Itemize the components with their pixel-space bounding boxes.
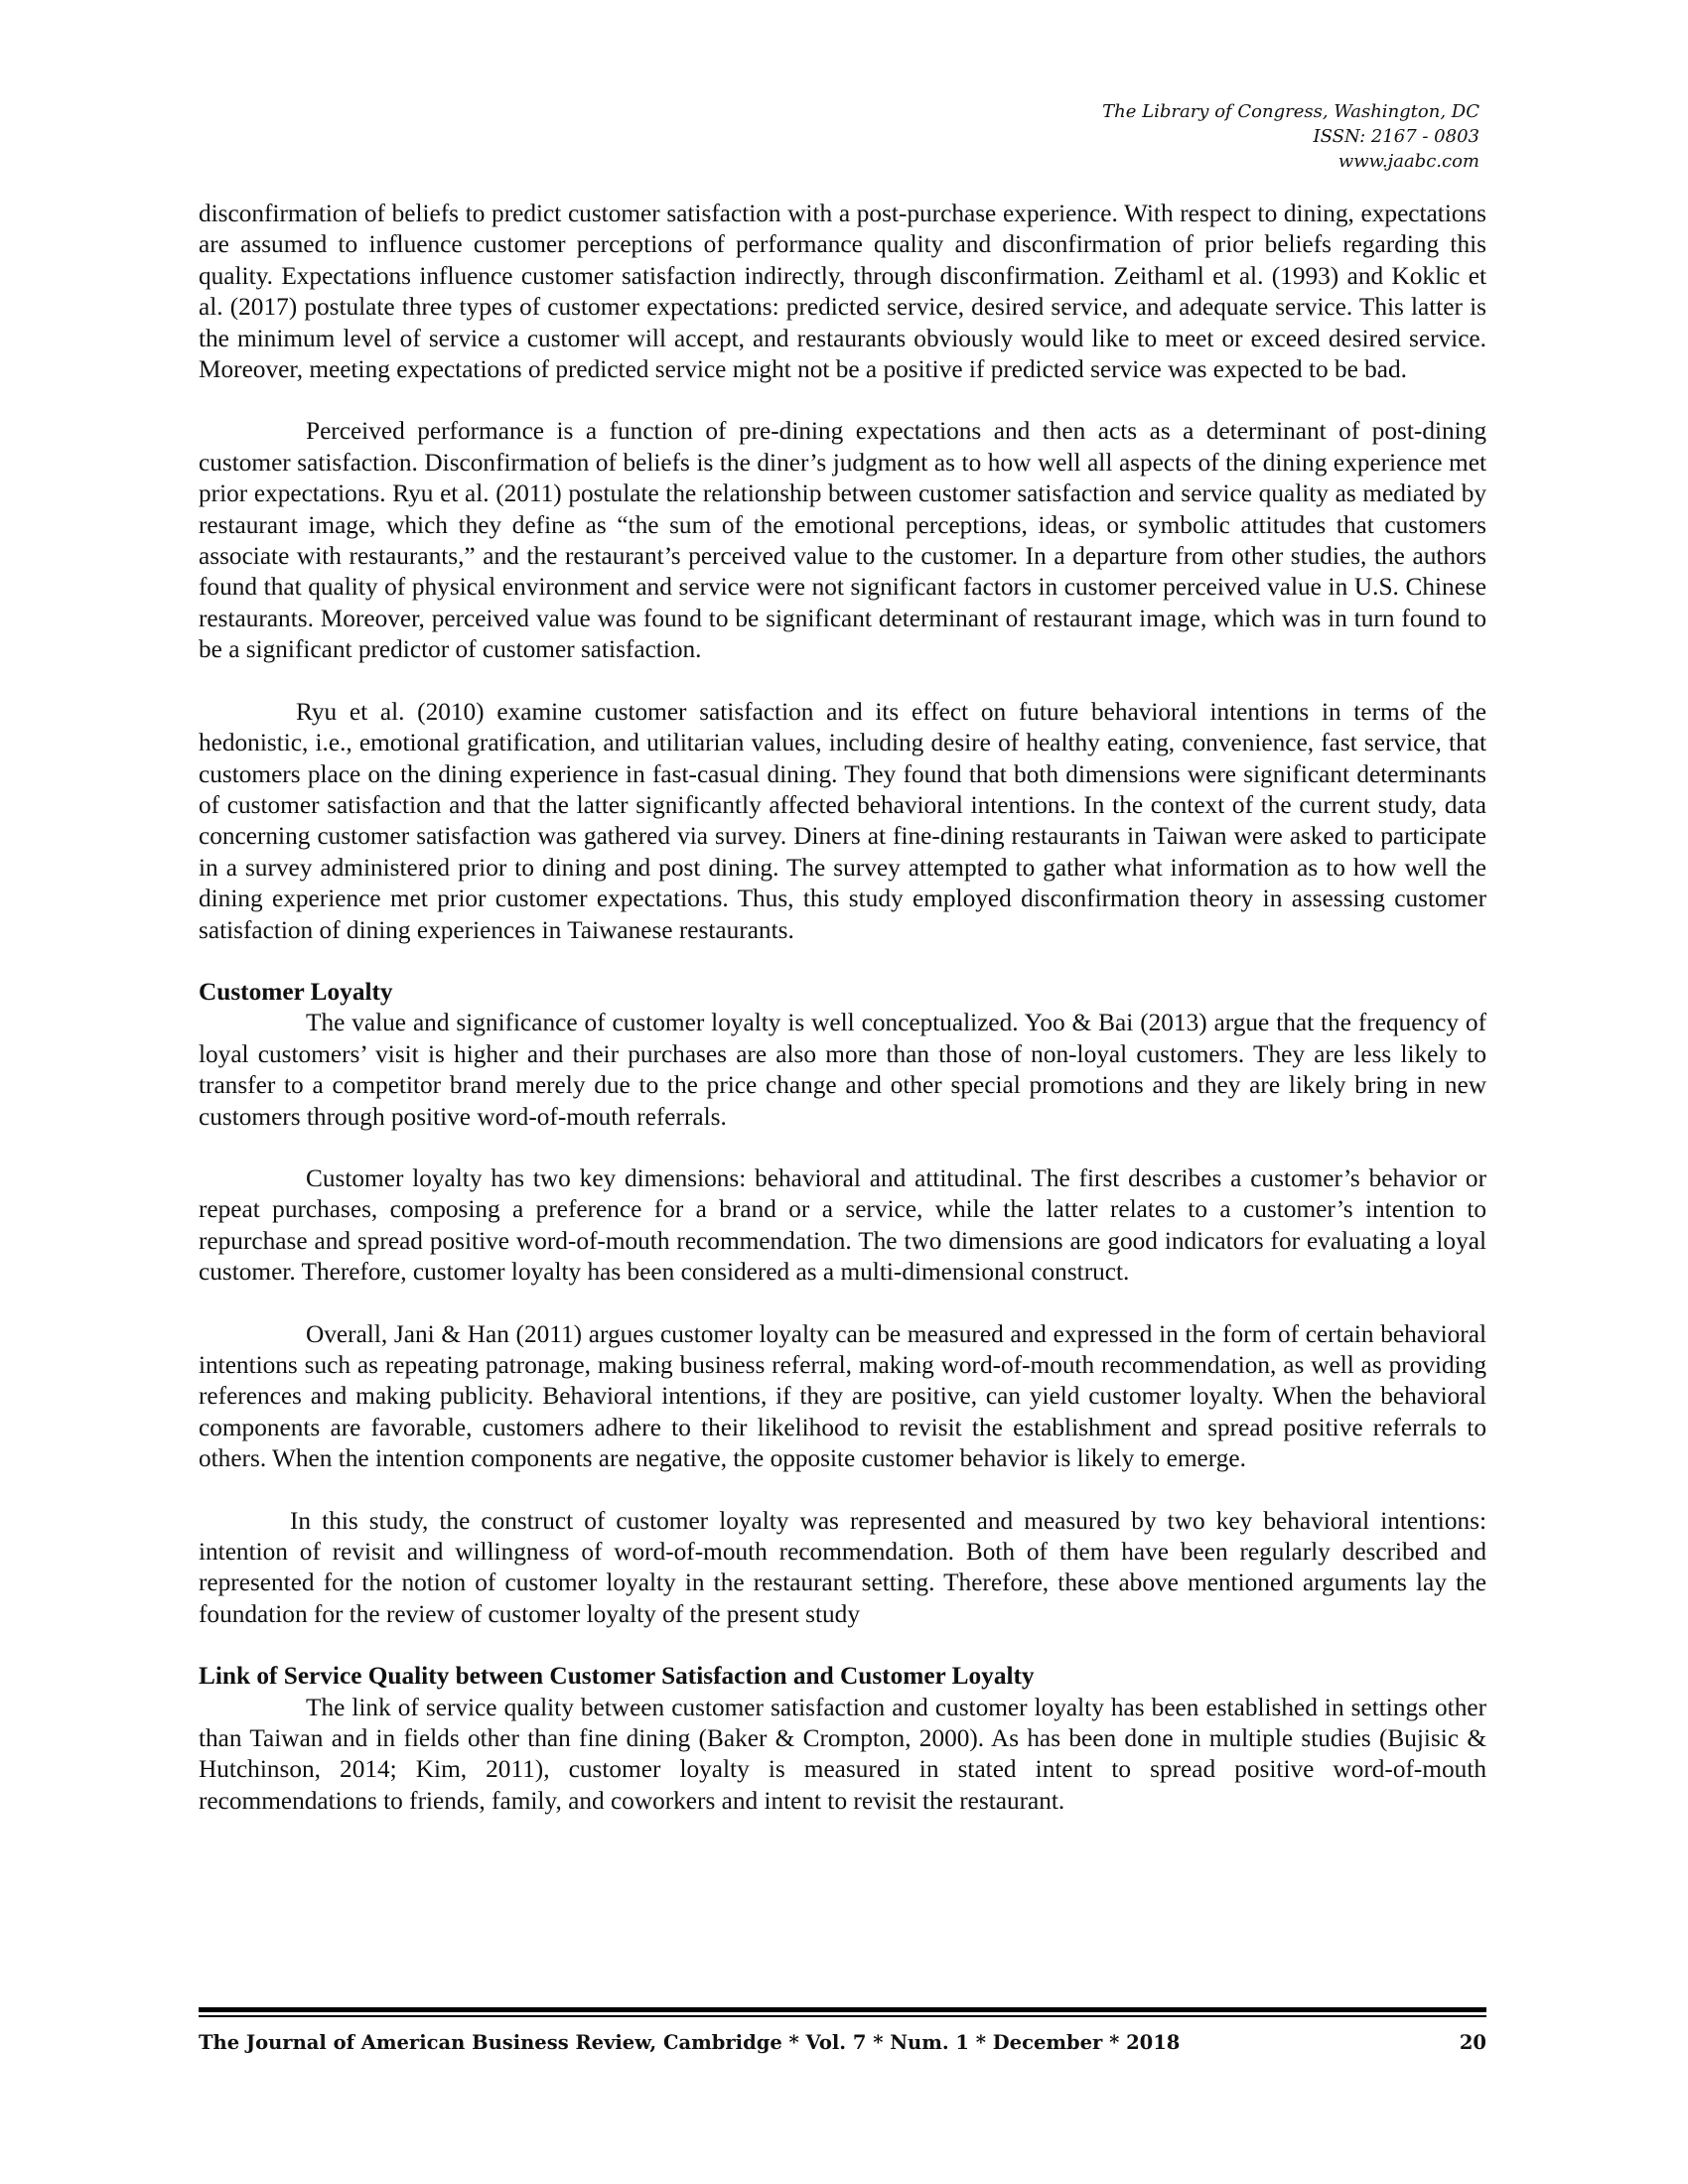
- header-website: www.jaabc.com: [1337, 151, 1479, 172]
- page-number: 20: [1459, 2031, 1486, 2054]
- footer-rule-thick: [199, 2007, 1486, 2012]
- paragraph-ryu-2010: Ryu et al. (2010) examine customer satisfaction and its effect on future behavioral intentions in terms of the hedonistic, i.e., emotional gratification, and utilitarian values, including desire of healthy eating, convenience, fast service, that customers place on the dining experience in fast-casual dining. They found that both dimensions were significant determinants of customer satisfaction and that the latter significantly affected behavioral intentions. In the context of the current study, data concerning customer satisfaction was gathered via survey. Diners at fine-dining restaurants in Taiwan were asked to participate in a survey administered prior to dining and post dining. The survey attempted to gather what information as to how well the dining experience met prior customer expectations. Thus, this study employed disconfirmation theory in assessing customer satisfaction of dining experiences in Taiwanese restaurants.: [199, 697, 1486, 944]
- paragraph-this-study: In this study, the construct of customer loyalty was represented and measured by two key behavioral intentions: intention of revisit and willingness of word-of-mouth recommendation. Both of them have been regularly described and represented for the notion of customer loyalty in the restaurant setting. Therefore, these above mentioned arguments lay the foundation for the review of customer loyalty of the present study: [199, 1506, 1486, 1628]
- section-heading-link-service-quality: Link of Service Quality between Customer Satisfaction and Customer Loyalty: [199, 1662, 1035, 1691]
- footer-rule-thin: [199, 2015, 1486, 2017]
- paragraph-loyalty-value: The value and significance of customer loyalty is well conceptualized. Yoo & Bai (2013) argue that the frequency of loyal customers’ visit is higher and their purchases are also more than those of non-loyal customers. They are less likely to transfer to a competitor brand merely due to the price change and other special promotions and they are likely bring in new customers through positive word-of-mouth referrals.: [199, 1009, 1486, 1131]
- paragraph-disconfirmation: disconfirmation of beliefs to predict customer satisfaction with a post-purchase experience. With respect to dining, expectations are assumed to influence customer perceptions of performance quality and disconfirmation of prior beliefs regarding this quality. Expectations influence customer satisfaction indirectly, through disconfirmation. Zeithaml et al. (1993) and Koklic et al. (2017) postulate three types of customer expectations: predicted service, desired service, and adequate service. This latter is the minimum level of service a customer will accept, and restaurants obviously would like to meet or exceed desired service. Moreover, meeting expectations of predicted service might not be a positive if predicted service was expected to be bad.: [199, 200, 1486, 384]
- section-heading-customer-loyalty: Customer Loyalty: [199, 977, 393, 1006]
- paragraph-perceived-performance: Perceived performance is a function of pre-dining expectations and then acts as a determinant of post-dining customer satisfaction. Disconfirmation of beliefs is the diner’s judgment as to how well all aspects of the dining experience met prior expectations. Ryu et al. (2011) postulate the relationship between customer satisfaction and service quality as mediated by restaurant image, which they define as “the sum of the emotional perceptions, ideas, or symbolic attitudes that customers associate with restaurants,” and the restaurant’s perceived value to the customer. In a departure from other studies, the authors found that quality of physical environment and service were not significant factors in customer perceived value in U.S. Chinese restaurants. Moreover, perceived value was found to be significant determinant of restaurant image, which was in turn found to be a significant predictor of customer satisfaction.: [199, 417, 1486, 664]
- paragraph-loyalty-dimensions: Customer loyalty has two key dimensions: behavioral and attitudinal. The first describes a customer’s behavior or repeat purchases, composing a preference for a brand or a service, while the latter relates to a customer’s intention to repurchase and spread positive word-of-mouth recommendation. The two dimensions are good indicators for evaluating a loyal customer. Therefore, customer loyalty has been considered as a multi-dimensional construct.: [199, 1163, 1486, 1287]
- header-issn: ISSN: 2167 - 0803: [1313, 126, 1479, 147]
- paragraph-link-established: The link of service quality between customer satisfaction and customer loyalty has been established in settings other than Taiwan and in fields other than fine dining (Baker & Crompton, 2000). As has been done in multiple studies (Bujisic & Hutchinson, 2014; Kim, 2011), customer loyalty is measured in stated intent to spread positive word-of-mouth recommendations to friends, family, and coworkers and intent to revisit the restaurant.: [199, 1693, 1486, 1815]
- footer-journal-citation: The Journal of American Business Review, Cambridge * Vol. 7 * Num. 1 * December * 2018: [199, 2031, 1181, 2054]
- paragraph-jani-han: Overall, Jani & Han (2011) argues customer loyalty can be measured and expressed in the form of certain behavioral intentions such as repeating patronage, making business referral, making word-of-mouth recommendation, as well as providing references and making publicity. Behavioral intentions, if they are positive, can yield customer loyalty. When the behavioral components are favorable, customers adhere to their likelihood to revisit the establishment and spread positive referrals to others. When the intention components are negative, the opposite customer behavior is likely to emerge.: [199, 1319, 1486, 1473]
- article-body: [199, 199, 1486, 1847]
- running-header: [1102, 99, 1479, 174]
- header-library: The Library of Congress, Washington, DC: [1102, 101, 1479, 122]
